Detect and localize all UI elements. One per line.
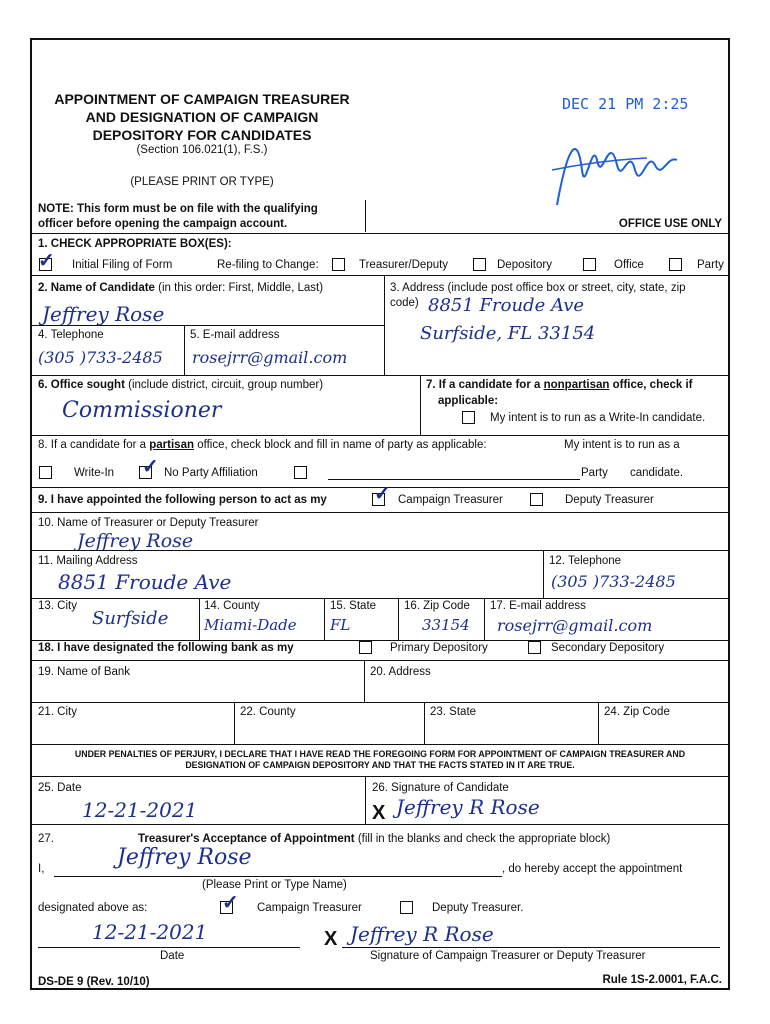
print-instruction: (PLEASE PRINT OR TYPE) — [130, 176, 274, 188]
depository-label: Depository — [497, 259, 552, 271]
treasurer-name-label: 10. Name of Treasurer or Deputy Treasurer — [38, 517, 259, 529]
npa-label: No Party Affiliation — [164, 467, 258, 479]
treasurer-signature[interactable]: Jeffrey R Rose — [350, 922, 494, 946]
acceptance-number: 27. — [38, 833, 54, 845]
perjury-line2: DESIGNATION OF CAMPAIGN DEPOSITORY AND THAT THE FACTS STATED IN IT ARE TRUE. — [185, 760, 575, 770]
section18-label: 18. I have designated the following bank as my — [38, 642, 294, 654]
primary-depository-checkbox[interactable] — [359, 641, 372, 654]
zip-value[interactable]: 33154 — [422, 616, 470, 634]
primary-depository-label: Primary Depository — [390, 642, 488, 654]
received-stamp: DEC 21 PM 2:25 — [562, 95, 689, 113]
city-value[interactable]: Surfside — [92, 608, 169, 629]
secondary-depository-label: Secondary Depository — [551, 642, 665, 654]
refiling-label: Re-filing to Change: — [217, 259, 319, 271]
treasurer-deputy-checkbox[interactable] — [332, 258, 345, 271]
section9-label: 9. I have appointed the following person to act as my — [38, 494, 327, 506]
acceptance-heading: Treasurer's Acceptance of Appointment (fill in the blanks and check the appropriate block) — [138, 833, 611, 845]
writein-intent-checkbox[interactable] — [462, 411, 475, 424]
candidate-email-value[interactable]: rosejrr@gmail.com — [192, 348, 348, 367]
office-sought-value[interactable]: Commissioner — [62, 398, 222, 423]
party-intent-label: My intent is to run as a — [564, 439, 680, 451]
candidate-address-line2[interactable]: Surfside, FL 33154 — [420, 323, 596, 344]
npa-check-mark: ✓ — [142, 456, 159, 478]
writein-label: Write-In — [74, 467, 115, 479]
bank-county-label: 22. County — [240, 706, 296, 718]
candidate-email-label: 5. E-mail address — [190, 329, 280, 341]
party-label: Party — [697, 259, 724, 271]
form-title-line2: AND DESIGNATION OF CAMPAIGN — [85, 109, 319, 125]
party-word: Party — [581, 467, 608, 479]
writein-intent-label: My intent is to run as a Write-In candidate. — [490, 412, 706, 424]
perjury-line1: UNDER PENALTIES OF PERJURY, I DECLARE THAT I HAVE READ THE FOREGOING FORM FOR APPOINTMENT OF CAMPAIGN TREASURER AND — [74, 749, 686, 759]
acceptance-date-label: Date — [160, 950, 185, 962]
writein-checkbox[interactable] — [39, 466, 52, 479]
section1-label: 1. CHECK APPROPRIATE BOX(ES): — [38, 238, 232, 250]
deputy-treasurer-27-checkbox[interactable] — [400, 901, 413, 914]
bank-name-label: 19. Name of Bank — [38, 666, 131, 678]
secondary-depository-checkbox[interactable] — [528, 641, 541, 654]
acceptance-print-hint: (Please Print or Type Name) — [202, 879, 347, 891]
initial-filing-check-mark: ✓ — [38, 250, 55, 272]
city-label: 13. City — [38, 600, 77, 612]
candidate-signature-x: X — [372, 802, 386, 824]
bank-city-label: 21. City — [38, 706, 77, 718]
campaign-treasurer-9-check-mark: ✓ — [374, 483, 391, 505]
office-label: Office — [614, 259, 644, 271]
depository-checkbox[interactable] — [473, 258, 486, 271]
designated-above-label: designated above as: — [38, 902, 148, 914]
candidate-signature[interactable]: Jeffrey R Rose — [396, 795, 540, 819]
bank-zip-label: 24. Zip Code — [604, 706, 670, 718]
campaign-treasurer-27-label: Campaign Treasurer — [257, 902, 362, 914]
treasurer-signature-label: Signature of Campaign Treasurer or Deputy Treasurer — [370, 950, 646, 962]
form-title-line3: DEPOSITORY FOR CANDIDATES — [92, 127, 312, 143]
treasurer-deputy-label: Treasurer/Deputy — [359, 259, 449, 271]
note-line2: officer before opening the campaign account. — [38, 218, 288, 230]
appointment-form — [30, 38, 730, 990]
office-checkbox[interactable] — [583, 258, 596, 271]
office-signature-scribble — [537, 110, 687, 220]
candidate-name-label: 2. Name of Candidate (in this order: First, Middle, Last) — [38, 282, 324, 294]
candidate-phone-label: 4. Telephone — [38, 329, 104, 341]
partisan-label: 8. If a candidate for a partisan office, check block and fill in name of party as applicable: — [38, 439, 487, 451]
party-checkbox[interactable] — [669, 258, 682, 271]
treasurer-email-value[interactable]: rosejrr@gmail.com — [497, 616, 653, 635]
treasurer-phone-label: 12. Telephone — [549, 555, 622, 567]
date-label: 25. Date — [38, 782, 82, 794]
mailing-address-value[interactable]: 8851 Froude Ave — [58, 570, 232, 594]
deputy-treasurer-27-label: Deputy Treasurer. — [432, 902, 524, 914]
acceptance-date-value[interactable]: 12-21-2021 — [92, 920, 208, 944]
candidate-name-value[interactable]: Jeffrey Rose — [42, 302, 165, 326]
candidate-address-label: 3. Address (include post office box or street, city, state, zip — [390, 282, 686, 294]
acceptance-name-value[interactable]: Jeffrey Rose — [117, 845, 252, 870]
nonpartisan-applicable: applicable: — [438, 395, 499, 407]
candidate-phone-value[interactable]: (305 )733-2485 — [38, 348, 163, 367]
county-label: 14. County — [204, 600, 260, 612]
nonpartisan-label: 7. If a candidate for a nonpartisan office, check if — [426, 379, 693, 391]
state-label: 15. State — [330, 600, 377, 612]
statute-reference: (Section 106.021(1), F.S.) — [136, 144, 268, 156]
treasurer-signature-x: X — [324, 928, 338, 950]
bank-state-label: 23. State — [430, 706, 477, 718]
office-use-label: OFFICE USE ONLY — [618, 218, 722, 230]
treasurer-email-label: 17. E-mail address — [490, 600, 586, 612]
office-sought-label: 6. Office sought (include district, circuit, group number) — [38, 379, 324, 391]
state-value[interactable]: FL — [330, 616, 351, 634]
date-value[interactable]: 12-21-2021 — [82, 798, 198, 822]
campaign-treasurer-9-label: Campaign Treasurer — [398, 494, 503, 506]
initial-filing-label: Initial Filing of Form — [72, 259, 173, 271]
candidate-address-line1[interactable]: 8851 Froude Ave — [428, 295, 585, 316]
county-value[interactable]: Miami-Dade — [204, 616, 297, 634]
acceptance-i: I, — [38, 863, 45, 875]
deputy-treasurer-9-label: Deputy Treasurer — [565, 494, 654, 506]
acceptance-accept-text: , do hereby accept the appointment — [502, 863, 683, 875]
form-title-line1: APPOINTMENT OF CAMPAIGN TREASURER — [54, 91, 350, 107]
mailing-address-label: 11. Mailing Address — [38, 555, 138, 567]
bank-address-label: 20. Address — [370, 666, 431, 678]
treasurer-phone-value[interactable]: (305 )733-2485 — [551, 572, 676, 591]
note-line1: NOTE: This form must be on file with the qualifying — [38, 203, 318, 215]
candidate-address-label-cont: code) — [390, 297, 419, 309]
campaign-treasurer-27-check-mark: ✓ — [222, 892, 239, 914]
form-id: DS-DE 9 (Rev. 10/10) — [38, 976, 150, 988]
party-name-checkbox[interactable] — [294, 466, 307, 479]
rule-reference: Rule 1S-2.0001, F.A.C. — [602, 974, 722, 986]
treasurer-name-value[interactable]: Jeffrey Rose — [77, 530, 194, 552]
candidate-signature-label: 26. Signature of Candidate — [372, 782, 509, 794]
zip-label: 16. Zip Code — [404, 600, 470, 612]
candidate-word: candidate. — [630, 467, 684, 479]
deputy-treasurer-9-checkbox[interactable] — [530, 493, 543, 506]
